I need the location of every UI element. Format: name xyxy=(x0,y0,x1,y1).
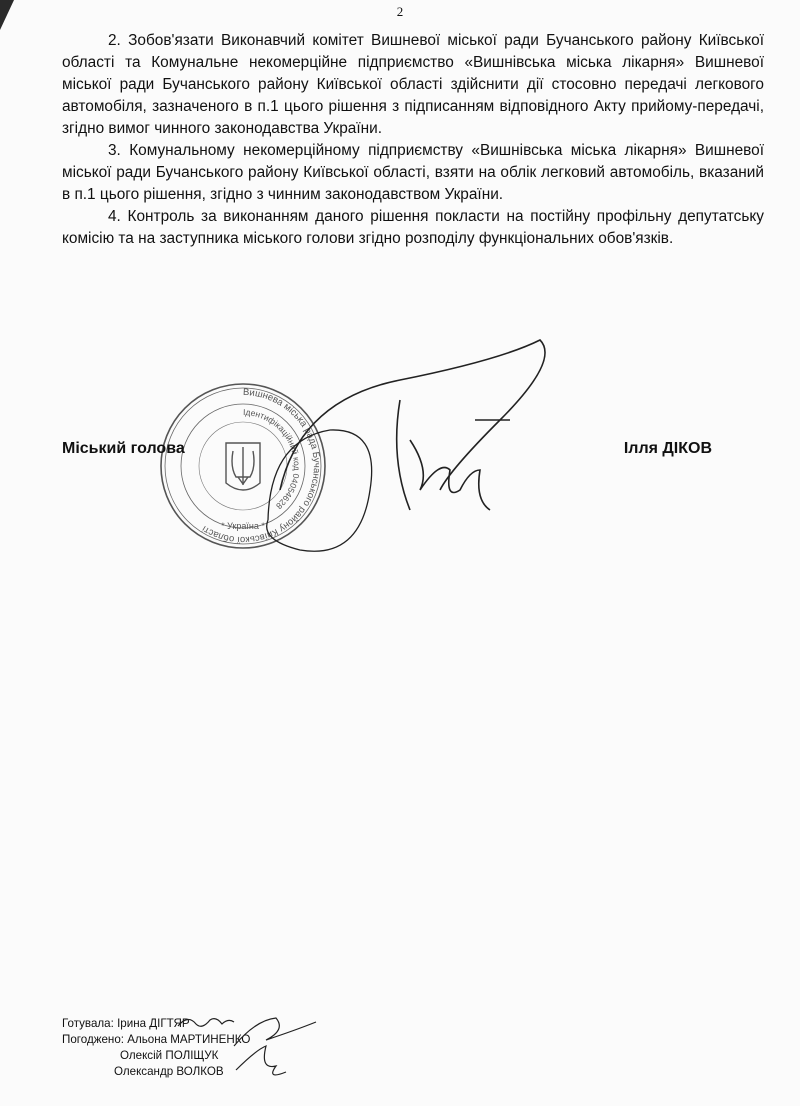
agreed-by-2: Олексій ПОЛІЩУК xyxy=(120,1049,219,1062)
paragraph-item-3: 3. Комунальному некомерційному підприємству «Вишнівська міська лікарня» Вишневої міської ради Бучанського району Київської області, взяти на облік легковий автомобіль, вказаний в п.1 цього рішення, згідно з чинним законодавством України. xyxy=(62,142,764,203)
footer-signatures xyxy=(176,1010,336,1090)
agreed-by-3: Олександр ВОЛКОВ xyxy=(114,1065,224,1078)
decision-body xyxy=(62,30,764,250)
seal-inner-text: Ідентифікаційний код 04054628 xyxy=(242,406,303,512)
paragraph-item-2: 2. Зобов'язати Виконавчий комітет Вишневої міської ради Бучанського району Київської області та Комунальне некомерційне підприємство «Вишнівська міська лікарня» Вишневої міської ради Бучанського району Київської області здійснити дії стосовно передачі легкового автомобіля, зазначеного в п.1 цього рішення з підписанням відповідного Акту прийому-передачі, згідно вимог чинного законодавства України. xyxy=(62,32,764,137)
agreed-by-1: Погоджено: Альона МАРТИНЕНКО xyxy=(62,1033,251,1046)
signature-row xyxy=(62,440,712,464)
mayor-name: Ілля ДІКОВ xyxy=(623,440,712,457)
prepared-by: Готувала: Ірина ДІГТЯР xyxy=(62,1017,190,1030)
mayor-title: Міський голова xyxy=(62,440,185,457)
paragraph-item-4: 4. Контроль за виконанням даного рішення покласти на постійну профільну депутатську комісію та на заступника міського голови згідно розподілу функціональних обов'язків. xyxy=(62,208,764,247)
page-number: 2 xyxy=(396,4,404,19)
seal-country-text: * Україна * xyxy=(221,521,265,531)
seal-outer-text: Вишнева міська рада Бучанського району Київської області xyxy=(200,386,322,546)
